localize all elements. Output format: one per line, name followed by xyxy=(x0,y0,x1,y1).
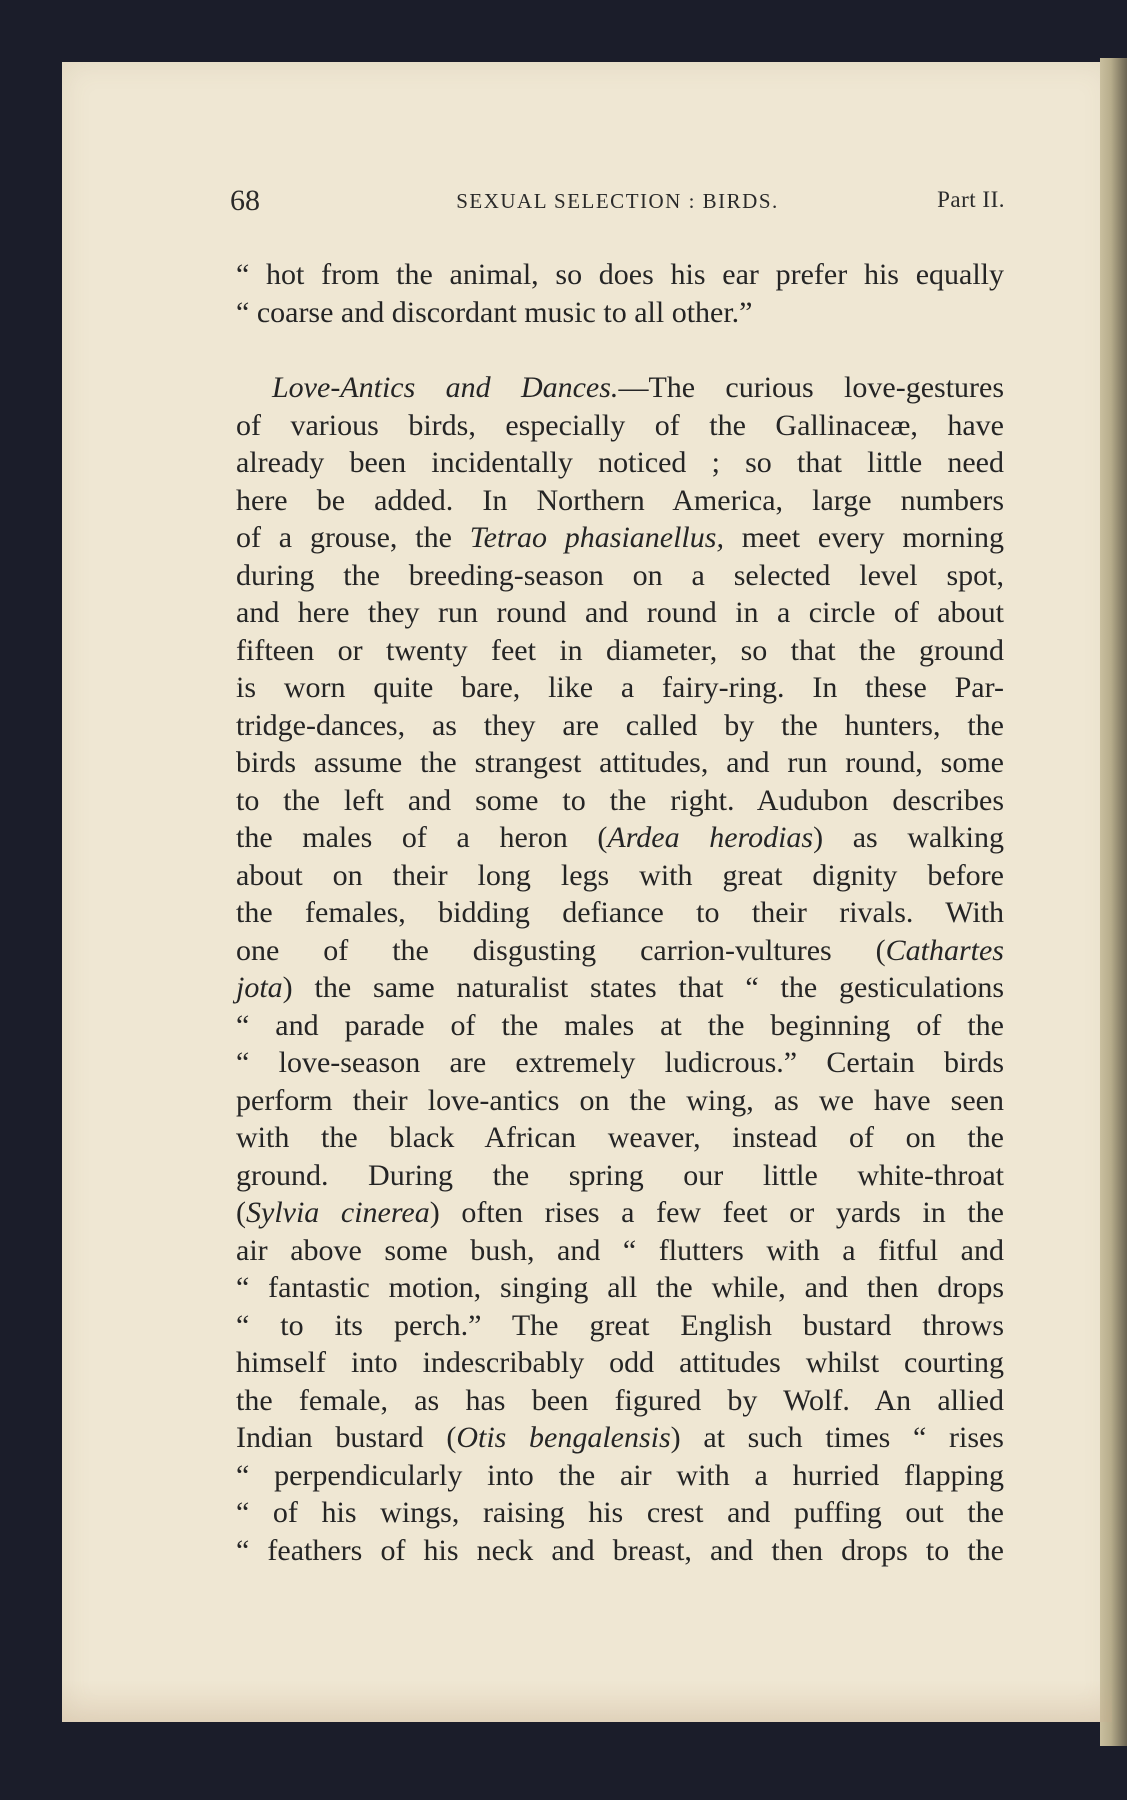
text-fragment: ) at such times “ rises xyxy=(670,1421,1004,1454)
species-name: Tetrao phasianellus, xyxy=(469,521,724,554)
text-line: perform their love-antics on the wing, as we have seen xyxy=(236,1083,1004,1117)
text-line: “ feathers of his neck and breast, and then drops to the xyxy=(236,1533,1004,1567)
text-line: “ hot from the animal, so does his ear prefer his equally xyxy=(236,258,1004,291)
text-fragment: one of the disgusting carrion-vultures ( xyxy=(236,933,886,967)
text-line xyxy=(236,1194,1004,1232)
text-line: “ fantastic motion, singing all the while, and then drops xyxy=(236,1271,1004,1304)
species-name: Cathartes xyxy=(885,933,1004,967)
text-line: the female, as has been figured by Wolf. An allied xyxy=(236,1383,1004,1417)
text-line: with the black African weaver, instead of on the xyxy=(236,1121,1004,1154)
text-line: “ perpendicularly into the air with a hurried flapping xyxy=(236,1458,1004,1492)
text-line: ground. During the spring our little white-throat xyxy=(236,1158,1004,1192)
page-header xyxy=(230,184,1005,224)
text-line: “ coarse and discordant music to all other.” xyxy=(236,295,753,329)
text-fragment: of a grouse, the xyxy=(236,521,470,554)
text-fragment: ( xyxy=(236,1196,246,1229)
text-line: here be added. In Northern America, large numbers xyxy=(236,483,1004,517)
text-line: already been incidentally noticed ; so that little need xyxy=(236,446,1004,479)
section-heading: Love-Antics and Dances. xyxy=(272,371,619,404)
species-name: jota xyxy=(236,971,283,1004)
text-line: air above some bush, and “ flutters with a fitful and xyxy=(236,1233,1004,1267)
text-line: “ of his wings, raising his crest and puffing out the xyxy=(236,1496,1004,1529)
text-line: about on their long legs with great dignity before xyxy=(236,858,1004,892)
text-line xyxy=(236,819,1004,857)
text-fragment: ) often rises a few feet or yards in the xyxy=(429,1196,1004,1229)
text-line xyxy=(236,932,1004,970)
species-name: Otis bengalensis xyxy=(456,1421,671,1454)
text-line: fifteen or twenty feet in diameter, so that the ground xyxy=(236,633,1004,667)
text-line: during the breeding-season on a selected level spot, xyxy=(236,558,1004,592)
text-line: “ and parade of the males at the beginning of the xyxy=(236,1008,1004,1042)
text-fragment: the males of a heron ( xyxy=(236,821,608,854)
text-line xyxy=(236,969,1004,1007)
text-line: of various birds, especially of the Gallinaceæ, have xyxy=(236,408,1004,442)
text-line: is worn quite bare, like a fairy-ring. In these Par- xyxy=(236,671,1004,704)
text-fragment: meet every morning xyxy=(723,521,1004,554)
page-number: 68 xyxy=(230,184,260,217)
running-title: SEXUAL SELECTION : BIRDS. xyxy=(456,189,779,213)
paragraph-gap xyxy=(236,331,1004,369)
text-line: tridge-dances, as they are called by the hunters, the xyxy=(236,708,1004,742)
text-fragment: ) the same naturalist states that “ the gesticulations xyxy=(282,971,1004,1004)
part-label: Part II. xyxy=(937,187,1005,212)
text-line: and here they run round and round in a circle of about xyxy=(236,596,1004,629)
page-edge xyxy=(1100,58,1127,1746)
species-name: Ardea herodias xyxy=(607,821,814,854)
text-fragment: —The curious love-gestures xyxy=(618,371,1005,404)
text-line xyxy=(236,369,1004,407)
text-line: “ love-season are extremely ludicrous.” Certain birds xyxy=(236,1046,1004,1079)
page-stain xyxy=(62,1680,1112,1722)
text-line: the females, bidding defiance to their rivals. With xyxy=(236,896,1004,929)
body-text xyxy=(236,256,1004,1569)
text-line xyxy=(236,1419,1004,1457)
species-name: Sylvia cinerea xyxy=(246,1196,430,1229)
text-line xyxy=(236,519,1004,557)
text-line: birds assume the strangest attitudes, and run round, some xyxy=(236,746,1004,779)
text-fragment: Indian bustard ( xyxy=(236,1421,457,1454)
text-fragment: ) as walking xyxy=(813,821,1004,854)
text-line: himself into indescribably odd attitudes whilst courting xyxy=(236,1346,1004,1379)
text-line: “ to its perch.” The great English bustard throws xyxy=(236,1308,1004,1342)
text-line: to the left and some to the right. Audubon describes xyxy=(236,783,1004,817)
